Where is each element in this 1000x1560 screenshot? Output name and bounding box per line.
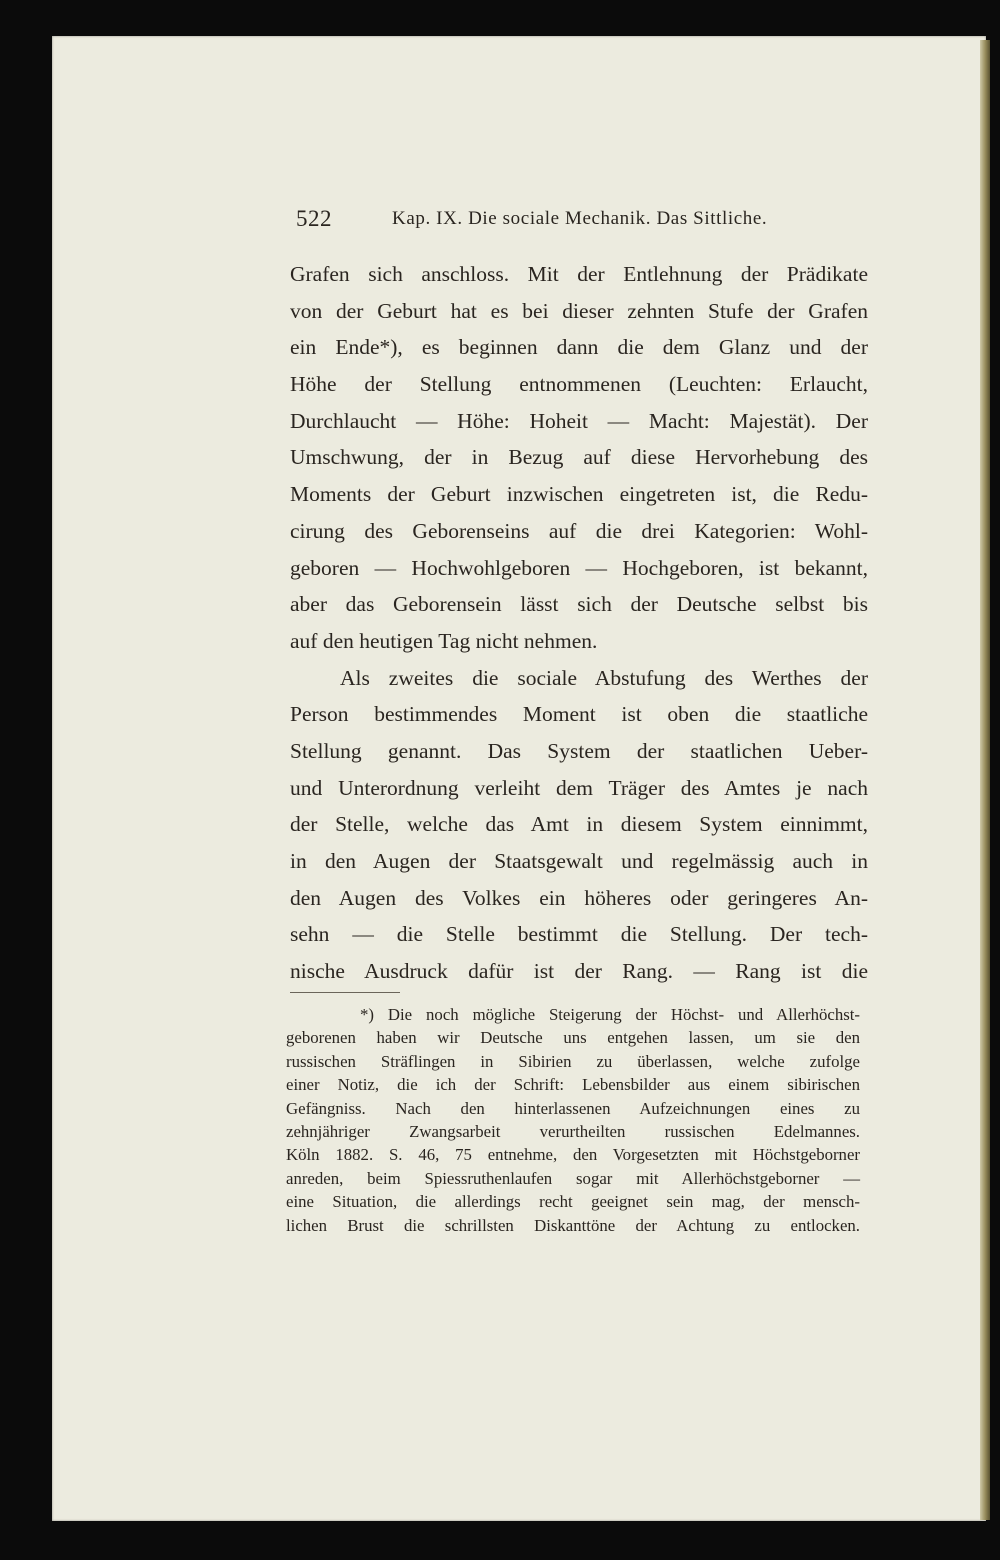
text-line: Als zweites die sociale Abstufung des Werthes der xyxy=(340,665,868,690)
text-line: Stellung genannt. Das System der staatlichen Ueber- xyxy=(290,738,868,763)
text-line: Durchlaucht — Höhe: Hoheit — Macht: Majestät). Der xyxy=(290,408,868,433)
text-line: auf den heutigen Tag nicht nehmen. xyxy=(290,628,598,653)
footnote-line: einer Notiz, die ich der Schrift: Lebensbilder aus einem sibirischen xyxy=(286,1075,860,1095)
main-text xyxy=(290,256,868,990)
text-line: sehn — die Stelle bestimmt die Stellung. Der tech- xyxy=(290,922,868,947)
text-line: der Stelle, welche das Amt in diesem System einnimmt, xyxy=(290,812,868,837)
footnote-line: zehnjähriger Zwangsarbeit verurtheilten russischen Edelmannes. xyxy=(286,1121,860,1141)
text-line: aber das Geborensein lässt sich der Deutsche selbst bis xyxy=(290,592,868,617)
text-line: ein Ende*), es beginnen dann die dem Glanz und der xyxy=(290,335,868,360)
text-line: Moments der Geburt inzwischen eingetreten ist, die Redu- xyxy=(290,482,868,507)
text-line: von der Geburt hat es bei dieser zehnten Stufe der Grafen xyxy=(290,298,868,323)
text-line: nische Ausdruck dafür ist der Rang. — Rang ist die xyxy=(290,959,868,984)
footnote-line: russischen Sträflingen in Sibirien zu überlassen, welche zufolge xyxy=(286,1051,860,1071)
text-line: Umschwung, der in Bezug auf diese Hervorhebung des xyxy=(290,445,868,470)
footnote-rule xyxy=(290,992,400,993)
footnote-line: anreden, beim Spiessruthenlaufen sogar mit Allerhöchstgeborner — xyxy=(286,1168,860,1188)
text-line: Grafen sich anschloss. Mit der Entlehnung der Prädikate xyxy=(290,262,868,286)
footnote-line: *) Die noch mögliche Steigerung der Höchst- und Allerhöchst- xyxy=(360,1005,860,1024)
footnote-line: Köln 1882. S. 46, 75 entnehme, den Vorgesetzten mit Höchstgeborner xyxy=(286,1145,860,1165)
text-line: cirung des Geborenseins auf die drei Kategorien: Wohl- xyxy=(290,518,868,543)
running-title: Kap. IX. Die sociale Mechanik. Das Sittliche. xyxy=(392,208,768,229)
running-head xyxy=(296,206,868,236)
footnote-line: eine Situation, die allerdings recht geeignet sein mag, der mensch- xyxy=(286,1192,860,1212)
footnote-line: lichen Brust die schrillsten Diskanttöne der Achtung zu entlocken. xyxy=(286,1215,860,1235)
text-line: geboren — Hochwohlgeboren — Hochgeboren, ist bekannt, xyxy=(290,555,868,580)
footnote xyxy=(286,1003,860,1237)
text-line: den Augen des Volkes ein höheres oder geringeres An- xyxy=(290,885,868,910)
text-line: in den Augen der Staatsgewalt und regelmässig auch in xyxy=(290,849,868,873)
text-line: und Unterordnung verleiht dem Träger des Amtes je nach xyxy=(290,775,868,800)
text-line: Person bestimmendes Moment ist oben die staatliche xyxy=(290,702,868,727)
footnote-line: Gefängniss. Nach den hinterlassenen Aufzeichnungen eines zu xyxy=(286,1098,860,1118)
text-line: Höhe der Stellung entnommenen (Leuchten: Erlaucht, xyxy=(290,372,868,397)
footnote-line: geborenen haben wir Deutsche uns entgehen lassen, um sie den xyxy=(286,1028,860,1048)
page-number: 522 xyxy=(296,206,332,231)
page-edge xyxy=(980,40,990,1520)
